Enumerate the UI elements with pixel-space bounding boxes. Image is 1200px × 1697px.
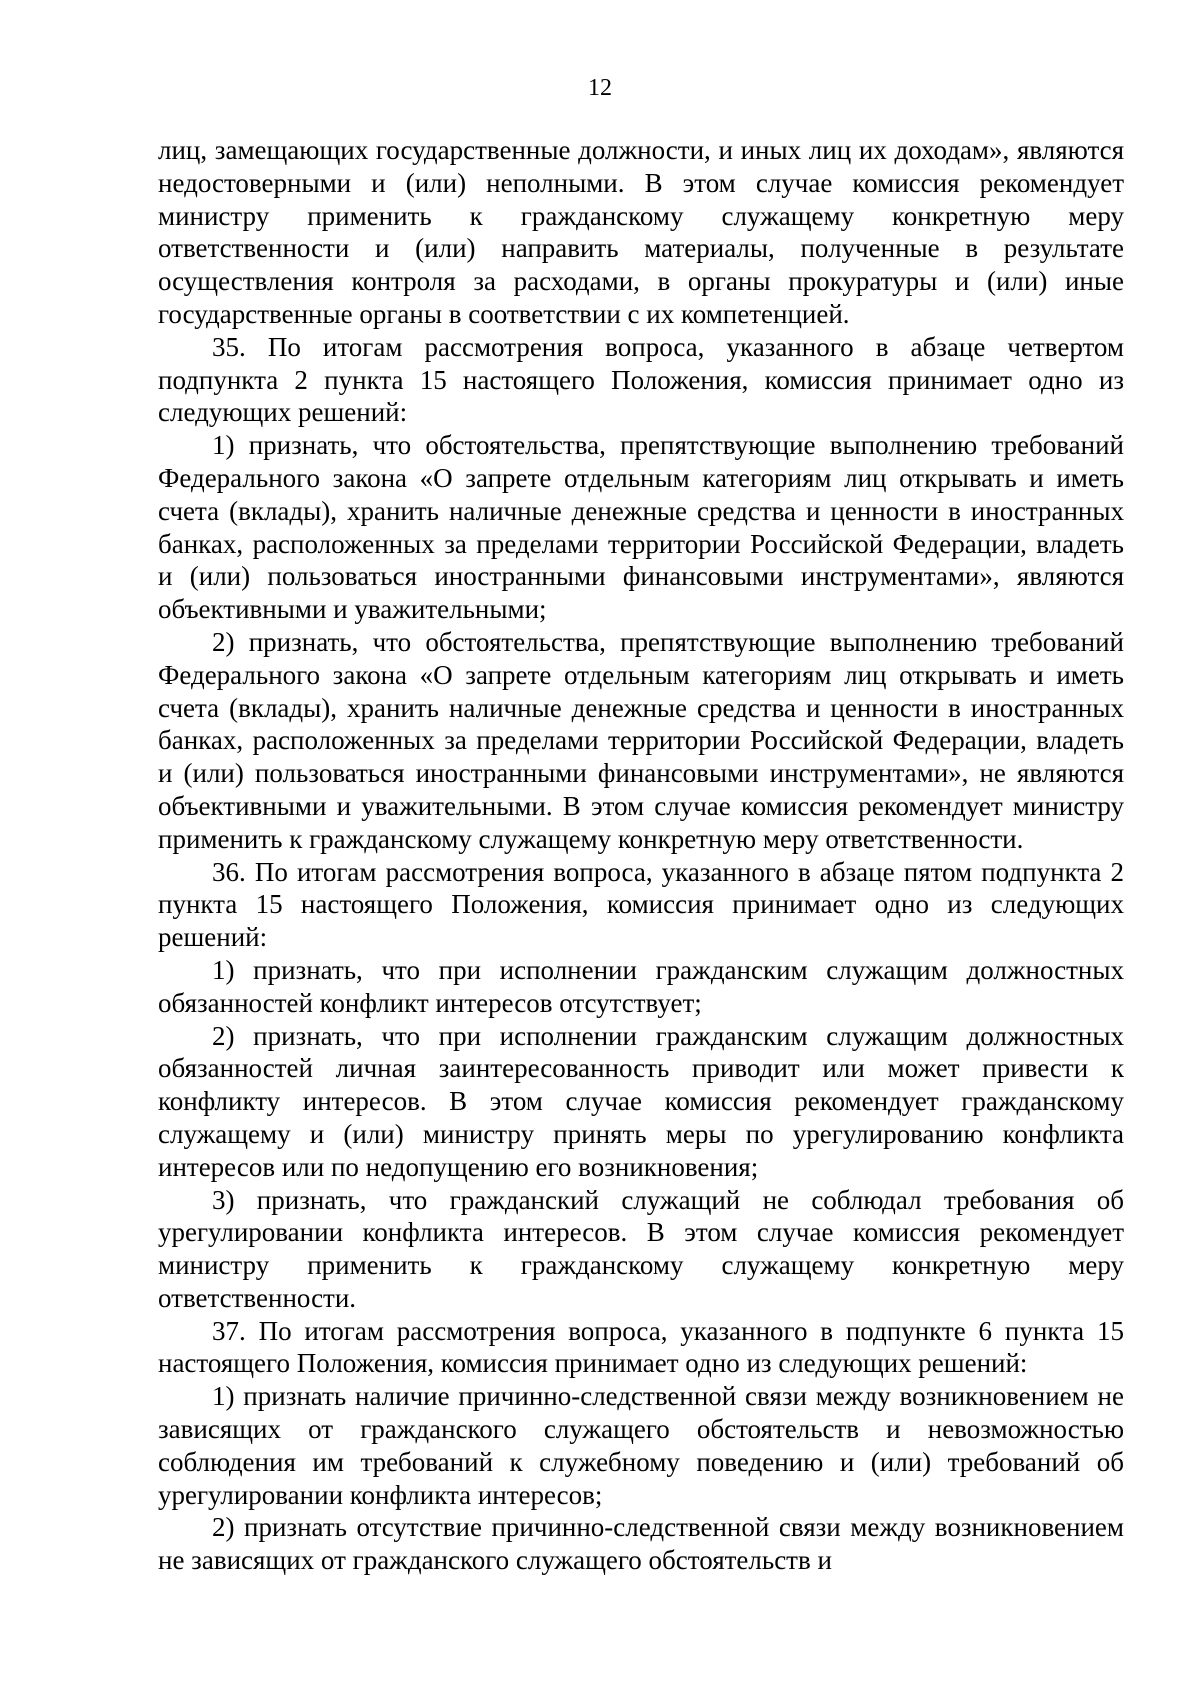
paragraph-item-35: 35. По итогам рассмотрения вопроса, указанного в абзаце четвертом подпункта 2 пункта 15 настоящего Положения, комиссия принимает одно из следующих решений: bbox=[158, 331, 1124, 428]
paragraph-item-37-2: 2) признать отсутствие причинно-следственной связи между возникновением не зависящих от гражданского служащего обстоятельств и bbox=[158, 1512, 1124, 1576]
page-number: 12 bbox=[588, 75, 612, 101]
paragraph-item-37: 37. По итогам рассмотрения вопроса, указанного в подпункте 6 пункта 15 настоящего Положения, комиссия принимает одно из следующих решений: bbox=[158, 1315, 1124, 1379]
paragraph-item-35-1: 1) признать, что обстоятельства, препятствующие выполнению требований Федерального закона «О запрете отдельным категориям лиц открывать и иметь счета (вклады), хранить наличные денежные средства и ценности в иностранных банках, расположенных за пределами территории Российской Федерации, владеть и (или) пользоваться иностранными финансовыми инструментами», являются объективными и уважительными; bbox=[158, 430, 1124, 625]
paragraph-item-37-1: 1) признать наличие причинно-следственной связи между возникновением не зависящих от гражданского служащего обстоятельств и невозможностью соблюдения им требований к служебному поведению и (или) требований об урегулировании конфликта интересов; bbox=[158, 1381, 1124, 1510]
paragraph-continuation: лиц, замещающих государственные должности, и иных лиц их доходам», являются недостоверными и (или) неполными. В этом случае комиссия рекомендует министру применить к гражданскому служащему конкретную меру ответственности и (или) направить материалы, полученные в результате осуществления контроля за расходами, в органы прокуратуры и (или) иные государственные органы в соответствии с их компетенцией. bbox=[158, 135, 1124, 329]
paragraph-item-36-1: 1) признать, что при исполнении гражданским служащим должностных обязанностей конфликт интересов отсутствует; bbox=[158, 954, 1124, 1018]
document-body bbox=[158, 134, 1124, 1577]
paragraph-item-36: 36. По итогам рассмотрения вопроса, указанного в абзаце пятом подпункта 2 пункта 15 настоящего Положения, комиссия принимает одно из следующих решений: bbox=[158, 856, 1124, 953]
paragraph-item-35-2: 2) признать, что обстоятельства, препятствующие выполнению требований Федерального закона «О запрете отдельным категориям лиц открывать и иметь счета (вклады), хранить наличные денежные средства и ценности в иностранных банках, расположенных за пределами территории Российской Федерации, владеть и (или) пользоваться иностранными финансовыми инструментами», не являются объективными и уважительными. В этом случае комиссия рекомендует министру применить к гражданскому служащему конкретную меру ответственности. bbox=[158, 626, 1124, 854]
paragraph-item-36-2: 2) признать, что при исполнении гражданским служащим должностных обязанностей личная заинтересованность приводит или может привести к конфликту интересов. В этом случае комиссия рекомендует гражданскому служащему и (или) министру принять меры по урегулированию конфликта интересов или по недопущению его возникновения; bbox=[158, 1020, 1124, 1182]
paragraph-item-36-3: 3) признать, что гражданский служащий не соблюдал требования об урегулировании конфликта интересов. В этом случае комиссия рекомендует министру применить к гражданскому служащему конкретную меру ответственности. bbox=[158, 1184, 1124, 1313]
